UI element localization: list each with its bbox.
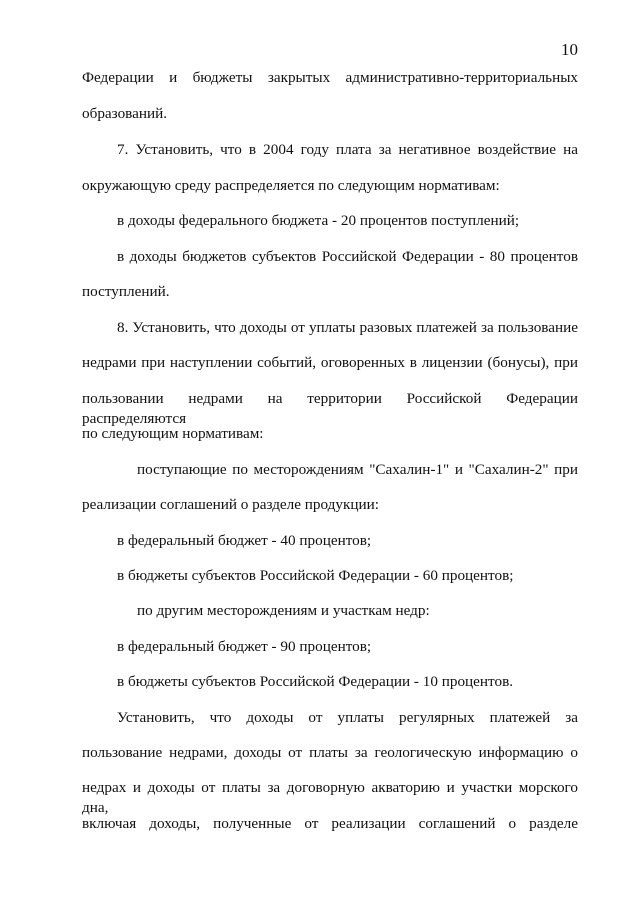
text-line-21: недрах и доходы от платы за договорную акваторию и участки морского дна, <box>82 779 578 816</box>
text-line-11: по следующим нормативам: <box>82 425 264 442</box>
page-number: 10 <box>561 40 578 59</box>
text-line-15: в бюджеты субъектов Российской Федерации - 60 процентов; <box>117 567 514 584</box>
text-line-17: в федеральный бюджет - 90 процентов; <box>117 638 372 655</box>
text-line-7: поступлений. <box>82 283 170 300</box>
text-line-16: по другим месторождениям и участкам недр: <box>137 602 430 619</box>
text-line-13: реализации соглашений о разделе продукции: <box>82 496 379 513</box>
text-line-2: образований. <box>82 105 168 122</box>
text-line-3: 7. Установить, что в 2004 году плата за негативное воздействие на <box>117 141 578 158</box>
text-line-18: в бюджеты субъектов Российской Федерации - 10 процентов. <box>117 673 514 690</box>
text-line-10: пользовании недрами на территории Российской Федерации распределяются <box>82 390 578 427</box>
text-line-4: окружающую среду распределяется по следующим нормативам: <box>82 177 500 194</box>
text-line-8: 8. Установить, что доходы от уплаты разовых платежей за пользование <box>117 319 578 336</box>
text-line-20: пользование недрами, доходы от платы за геологическую информацию о <box>82 744 578 761</box>
text-line-14: в федеральный бюджет - 40 процентов; <box>117 532 372 549</box>
text-line-12: поступающие по месторождениям "Сахалин-1" и "Сахалин-2" при <box>137 461 578 478</box>
text-line-9: недрами при наступлении событий, оговоренных в лицензии (бонусы), при <box>82 354 578 371</box>
text-line-22: включая доходы, полученные от реализации соглашений о разделе <box>82 815 578 832</box>
text-line-1: Федерации и бюджеты закрытых административно-территориальных <box>82 69 578 86</box>
text-line-5: в доходы федерального бюджета - 20 процентов поступлений; <box>117 212 520 229</box>
text-line-19: Установить, что доходы от уплаты регулярных платежей за <box>117 709 578 726</box>
text-line-6: в доходы бюджетов субъектов Российской Федерации - 80 процентов <box>117 248 578 265</box>
